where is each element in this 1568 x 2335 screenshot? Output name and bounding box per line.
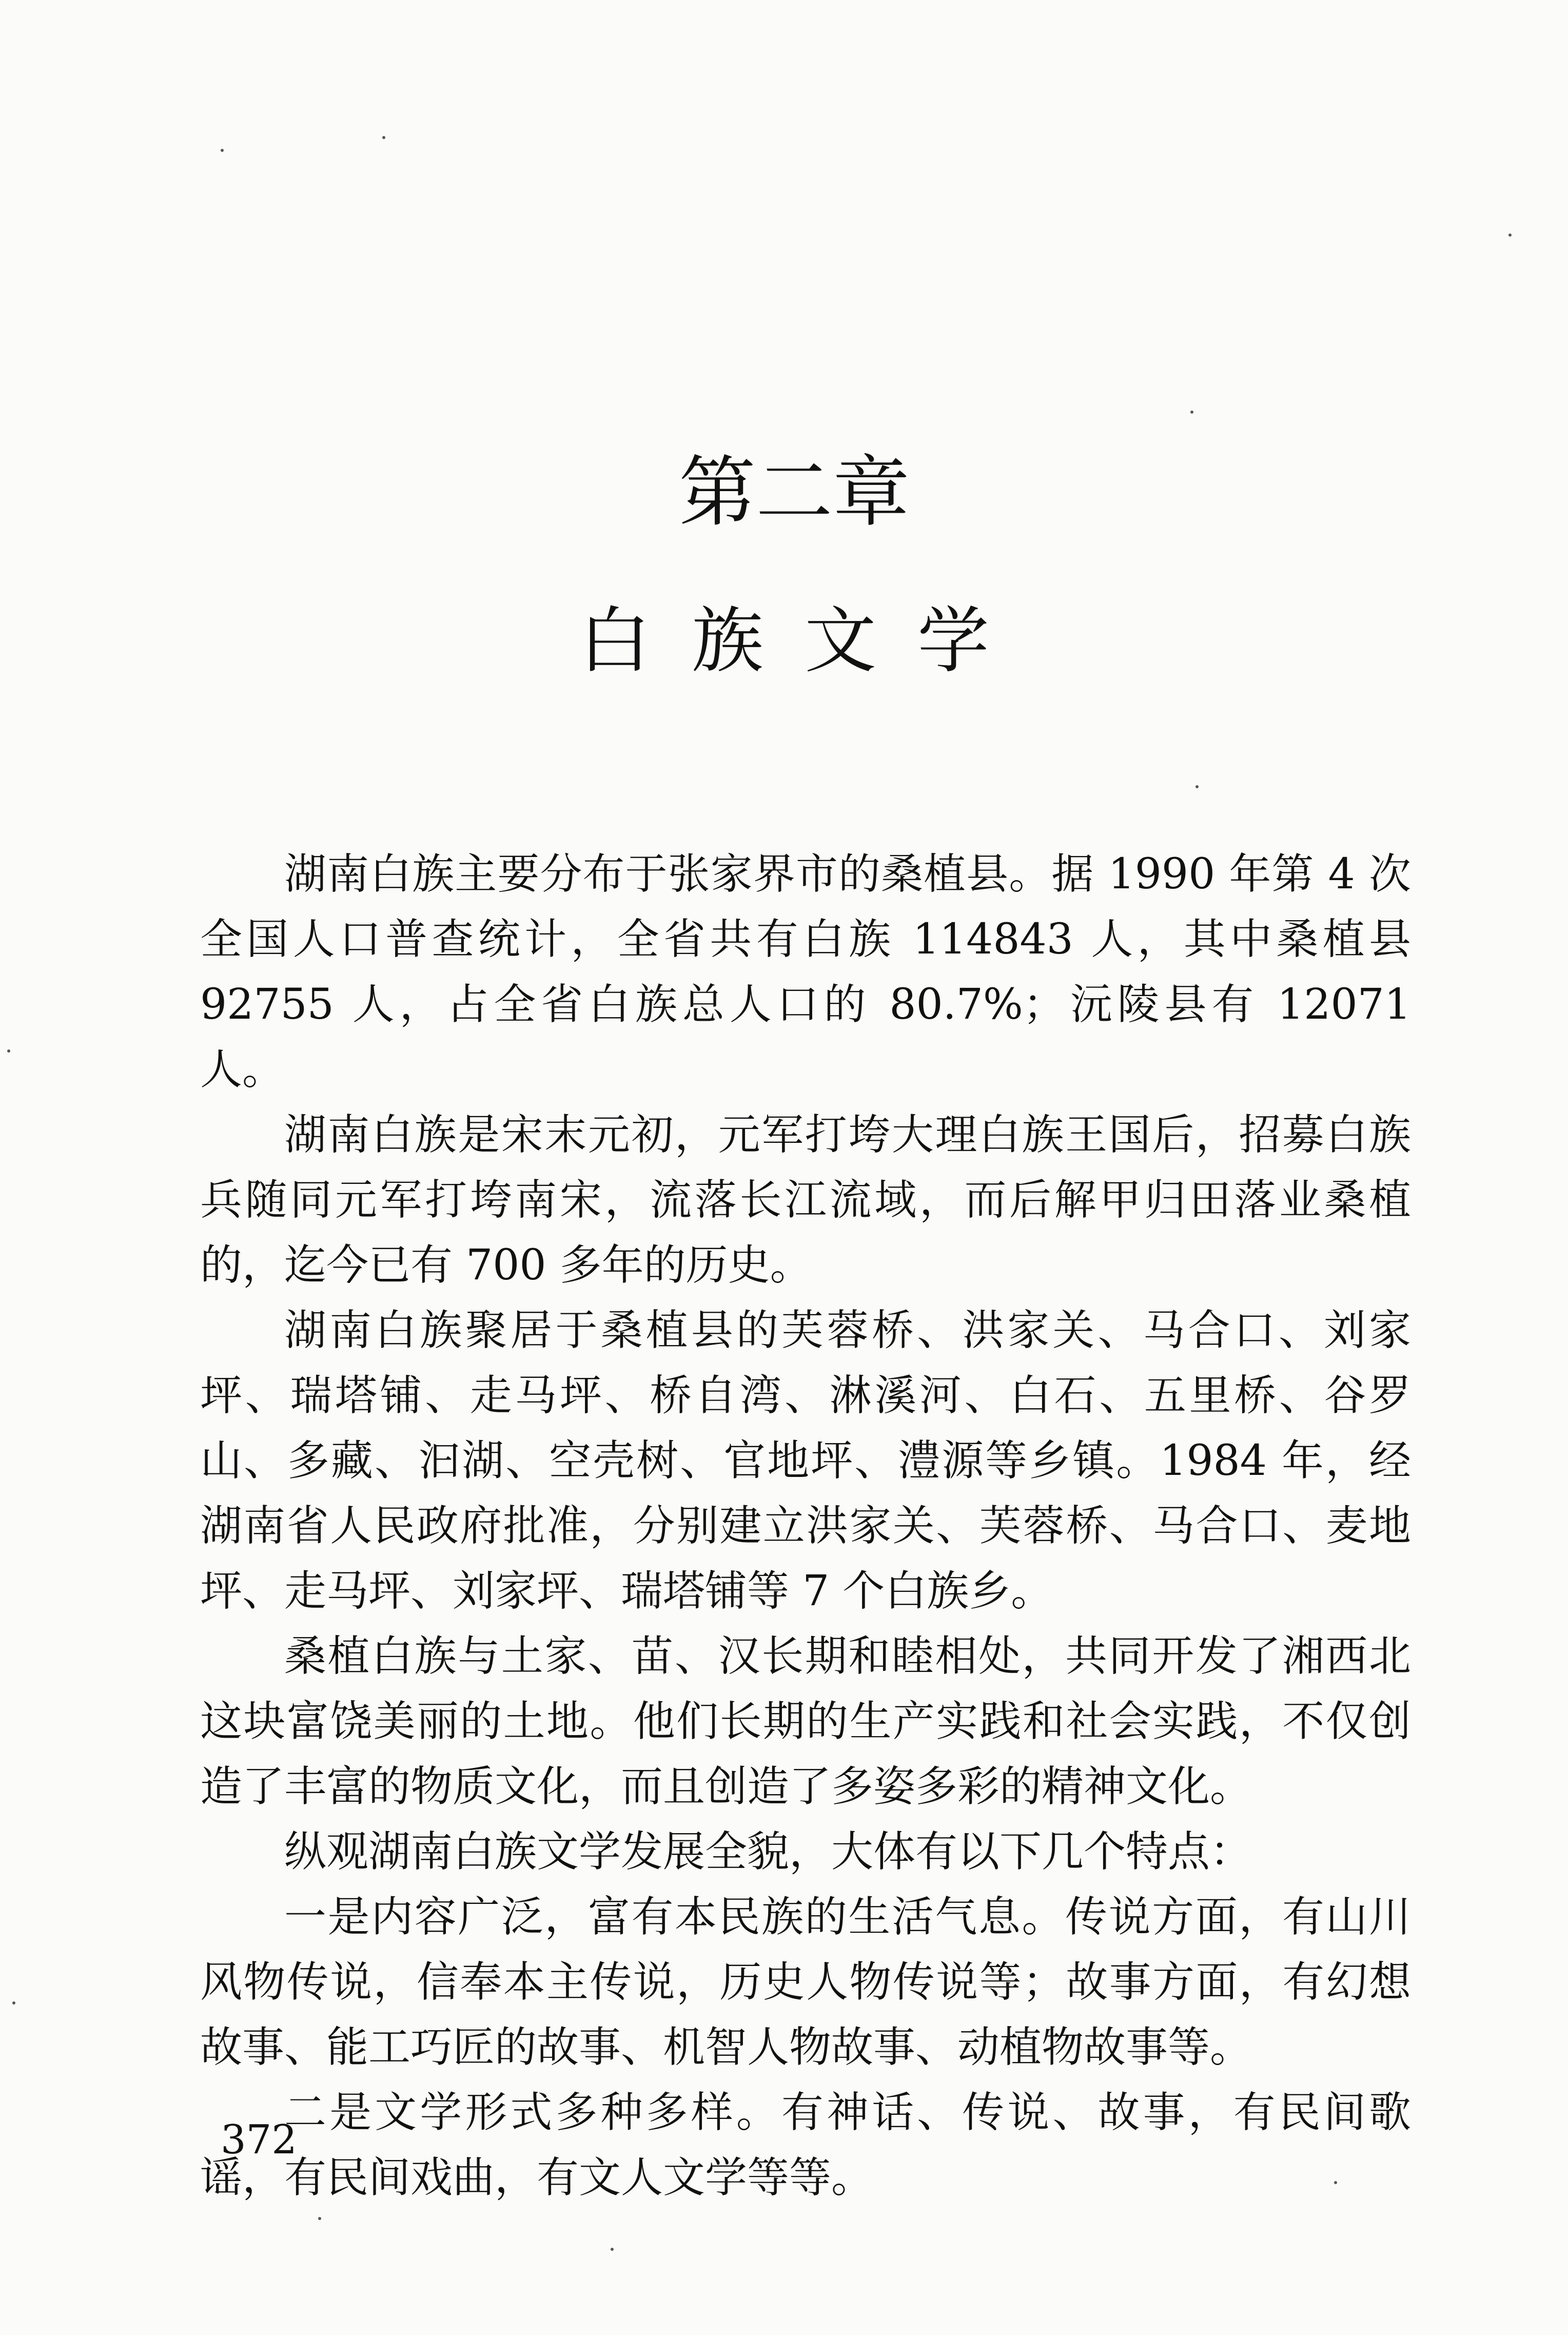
paragraph: 湖南白族是宋末元初，元军打垮大理白族王国后，招募白族兵随同元军打垮南宋，流落长江流域，而后解甲归田落业桑植的，迄今已有 700 多年的历史。 xyxy=(200,1111,1411,1290)
page-number: 372 xyxy=(221,2117,297,2163)
scan-speck xyxy=(7,1049,10,1053)
paragraph: 桑植白族与土家、苗、汉长期和睦相处，共同开发了湘西北这块富饶美丽的土地。他们长期的生产实践和社会实践，不仅创造了丰富的物质文化，而且创造了多姿多彩的精神文化。 xyxy=(200,1632,1411,1811)
scan-speck xyxy=(1195,785,1199,788)
paragraph: 湖南白族主要分布于张家界市的桑植县。据 1990 年第 4 次全国人口普查统计，全省共有白族 114843 人，其中桑植县 92755 人，占全省白族总人口的 80.7%；沅陵县有 12071 人。 xyxy=(200,850,1411,1094)
paragraph: 纵观湖南白族文学发展全貌，大体有以下几个特点： xyxy=(284,1827,1252,1876)
scan-speck xyxy=(1334,2181,1337,2184)
scan-speck xyxy=(12,2001,15,2005)
scan-speck xyxy=(221,149,224,152)
scan-speck xyxy=(382,136,385,139)
section-title: 白族文学 xyxy=(578,599,1030,683)
chapter-title: 第二章 xyxy=(678,448,910,537)
scan-speck xyxy=(318,2217,321,2220)
scan-speck xyxy=(1508,233,1512,237)
paragraph: 湖南白族聚居于桑植县的芙蓉桥、洪家关、马合口、刘家坪、瑞塔铺、走马坪、桥自湾、淋溪河、白石、五里桥、谷罗山、多藏、汩湖、空壳树、官地坪、澧源等乡镇。1984 年，经湖南省人民政府批准，分别建立洪家关、芙蓉桥、马合口、麦地坪、走马坪、刘家坪、瑞塔铺等 7 个白族乡。 xyxy=(200,1306,1411,1616)
scan-speck xyxy=(1190,411,1193,414)
paragraph: 二是文学形式多种多样。有神话、传说、故事，有民间歌谣，有民间戏曲，有文人文学等等。 xyxy=(200,2088,1411,2202)
scan-speck xyxy=(611,2248,614,2251)
paragraph: 一是内容广泛，富有本民族的生活气息。传说方面，有山川风物传说，信奉本主传说，历史人物传说等；故事方面，有幻想故事、能工巧匠的故事、机智人物故事、动植物故事等。 xyxy=(200,1893,1411,2072)
body-text xyxy=(200,842,1411,2210)
